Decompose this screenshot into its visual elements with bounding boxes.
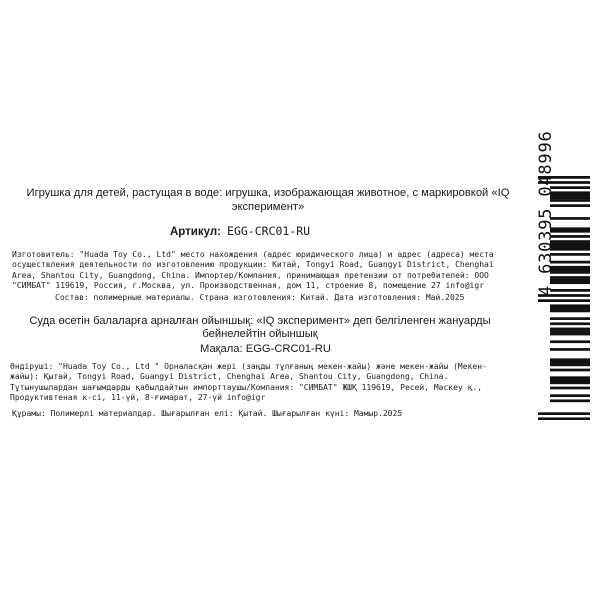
barcode-bar [550,253,590,256]
barcode-bars [524,176,590,420]
barcode-bar [550,271,590,274]
barcode-bar [550,204,590,207]
barcode-bar [550,261,590,264]
barcode-bar [550,245,590,248]
barcode-bar [550,268,590,271]
barcode-bar [550,186,590,189]
barcode-bar [550,235,590,238]
kk-manufacturer-info: Өндіруші: "Huada Toy Co., Ltd " Орналасқан жері (заңды тұлғаның мекен-жайы) және мекен-жайы (Мекен-жайы): Қытай, Tongyi Road, Guangyi District, Chenghai Area, Shantou City, Guangdong, China. Тұтынушылардан шағымдарды қабылдайтын импорттаушы/Компания: "СИМБАТ" ЖШҚ 119619, Ресей, Мәскеу қ., Продуктивтеная к-сі, 11-үй, 8-ғимарат, 27-үй info@igr [10,362,487,403]
barcode-bar [550,376,590,379]
barcode-bar [550,369,590,372]
barcode-bar [550,266,590,269]
barcode-bar [550,340,590,343]
barcode-bar [538,417,590,420]
ru-article-line [170,224,430,238]
ru-article-label: Артикул: [170,226,222,238]
barcode-bar [550,333,590,336]
barcode-bar [550,361,590,364]
barcode-bar [550,328,590,331]
barcode-bar [550,279,590,282]
barcode-bar [550,199,590,202]
barcode-bar [550,348,590,351]
barcode-bar [550,317,590,320]
ean-barcode [524,176,590,420]
barcode-bar [550,304,590,307]
barcode-bar [538,299,590,302]
barcode-bar [550,248,590,251]
barcode-bar [550,399,590,402]
barcode-bar [550,322,590,325]
ru-product-title: Игрушка для детей, растущая в воде: игрушка, изображающая животное, с маркировкой «IQ эксперимент» [26,187,510,213]
barcode-bar [550,289,590,292]
barcode-bar [550,230,590,233]
barcode-bar [550,394,590,397]
barcode-bar [550,217,590,220]
barcode-bar [550,363,590,366]
barcode-bar [550,387,590,390]
barcode-bar [550,358,590,361]
barcode-bar [550,227,590,230]
barcode-bar [550,191,590,194]
barcode-digits: 4 630395 048996 [536,130,556,296]
barcode-bar [550,381,590,384]
kk-article-line: Мақала: EGG-CRC01-RU [200,343,331,355]
kk-product-title: Суда өсетін балаларға арналған ойыншық: «IQ эксперимент» деп белгіленген жануарды бейнелейтін ойыншық [29,315,491,340]
barcode-bar [550,243,590,246]
barcode-bar [550,281,590,284]
ru-manufacturer-info: Изготовитель: "Huada Toy Co., Ltd" место нахождения (адрес юридического лица) и адрес (адреса) места осуществления деятельности по изготовлению продукции: Китай, Tongyi Road, Guangyi District, Chenghai Area, Shantou City, Guangdong, China. Импортер/Компания, принимающая претензии от потребителей: ООО "СИМБАТ" 119619, Россия, г.Москва, ул. Производственная, дом 11, строение 8, помещение 27 info@igr [12,250,499,291]
barcode-bar [550,307,590,310]
barcode-bar [550,197,590,200]
kk-composition: Құрамы: Полимерлі материалдар. Шығарылған елі: Қытай. Шығарылған күні: Мамыр.2025 [12,409,403,418]
barcode-bar [550,240,590,243]
barcode-bar [550,379,590,382]
barcode-bar [550,330,590,333]
barcode-bar [550,276,590,279]
barcode-bar [550,310,590,313]
barcode-bar [550,194,590,197]
barcode-bar [538,412,590,415]
ru-composition: Состав: полимерные материалы. Страна изготовления: Китай. Дата изготовления: Май.2025 [55,293,465,302]
ru-article-value: EGG-CRC01-RU [227,224,311,238]
